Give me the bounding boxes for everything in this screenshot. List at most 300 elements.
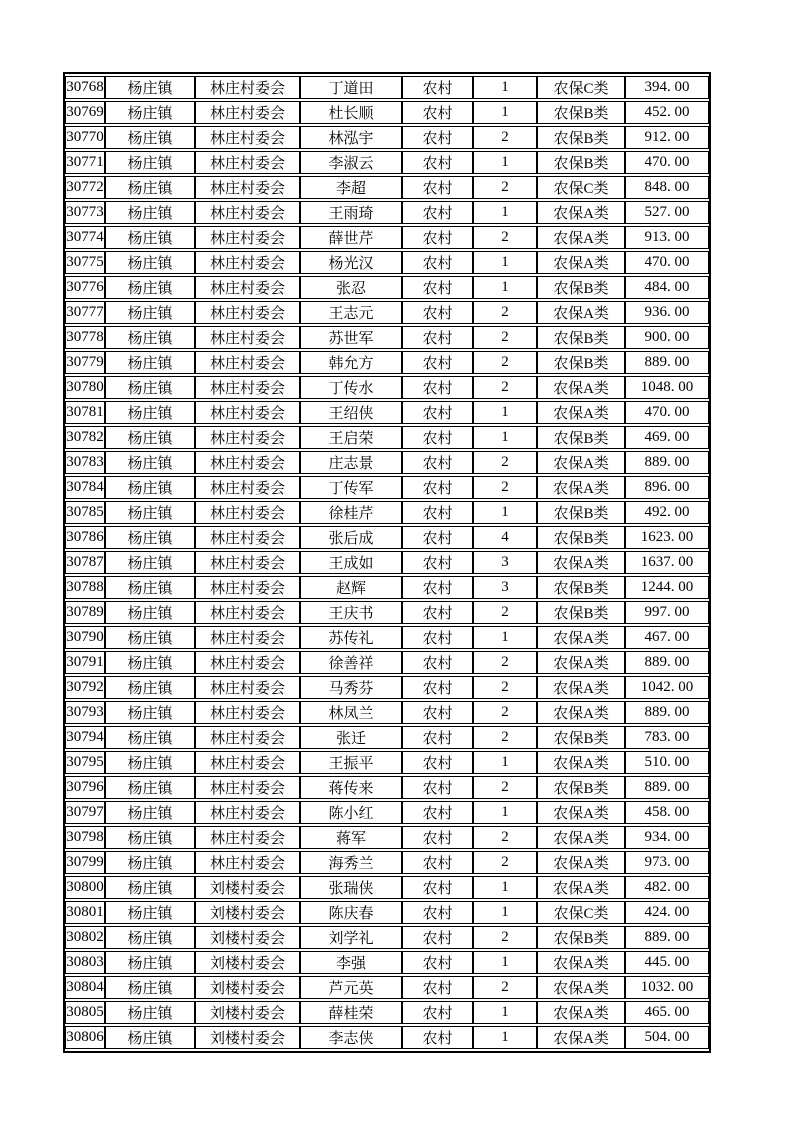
insurance-category-cell: 农保B类 — [537, 576, 625, 599]
person-name-cell: 王振平 — [300, 751, 402, 774]
person-name-cell: 张忍 — [300, 276, 402, 299]
insurance-category-cell: 农保C类 — [537, 176, 625, 199]
town-cell: 杨庄镇 — [105, 601, 195, 624]
town-cell: 杨庄镇 — [105, 201, 195, 224]
table-row — [65, 1001, 709, 1024]
amount-cell: 889. 00 — [625, 776, 709, 799]
person-count-cell: 2 — [473, 476, 537, 499]
insurance-category-cell: 农保A类 — [537, 476, 625, 499]
table-row — [65, 651, 709, 674]
village-committee-cell: 林庄村委会 — [195, 376, 300, 399]
person-count-cell: 2 — [473, 676, 537, 699]
town-cell: 杨庄镇 — [105, 401, 195, 424]
table-row — [65, 901, 709, 924]
person-name-cell: 王雨琦 — [300, 201, 402, 224]
person-count-cell: 1 — [473, 201, 537, 224]
amount-cell: 934. 00 — [625, 826, 709, 849]
village-committee-cell: 林庄村委会 — [195, 126, 300, 149]
amount-cell: 1244. 00 — [625, 576, 709, 599]
person-count-cell: 2 — [473, 651, 537, 674]
insurance-category-cell: 农保A类 — [537, 201, 625, 224]
amount-cell: 912. 00 — [625, 126, 709, 149]
town-cell: 杨庄镇 — [105, 876, 195, 899]
village-committee-cell: 刘楼村委会 — [195, 926, 300, 949]
table-row — [65, 776, 709, 799]
town-cell: 杨庄镇 — [105, 776, 195, 799]
insurance-category-cell: 农保B类 — [537, 351, 625, 374]
town-cell: 杨庄镇 — [105, 551, 195, 574]
person-name-cell: 蒋传来 — [300, 776, 402, 799]
village-committee-cell: 林庄村委会 — [195, 601, 300, 624]
table-row — [65, 151, 709, 174]
amount-cell: 889. 00 — [625, 351, 709, 374]
person-name-cell: 王成如 — [300, 551, 402, 574]
table-row — [65, 601, 709, 624]
town-cell: 杨庄镇 — [105, 476, 195, 499]
residence-type-cell: 农村 — [402, 601, 473, 624]
residence-type-cell: 农村 — [402, 951, 473, 974]
person-id-cell: 30802 — [65, 926, 105, 949]
village-committee-cell: 林庄村委会 — [195, 276, 300, 299]
insurance-category-cell: 农保A类 — [537, 651, 625, 674]
person-count-cell: 1 — [473, 101, 537, 124]
person-name-cell: 杜长顺 — [300, 101, 402, 124]
amount-cell: 470. 00 — [625, 151, 709, 174]
village-committee-cell: 林庄村委会 — [195, 676, 300, 699]
town-cell: 杨庄镇 — [105, 451, 195, 474]
person-count-cell: 2 — [473, 226, 537, 249]
village-committee-cell: 林庄村委会 — [195, 701, 300, 724]
person-count-cell: 1 — [473, 251, 537, 274]
amount-cell: 467. 00 — [625, 626, 709, 649]
person-id-cell: 30768 — [65, 76, 105, 99]
town-cell: 杨庄镇 — [105, 751, 195, 774]
insurance-category-cell: 农保A类 — [537, 251, 625, 274]
person-name-cell: 李志侠 — [300, 1026, 402, 1049]
insurance-category-cell: 农保B类 — [537, 276, 625, 299]
table-row — [65, 126, 709, 149]
amount-cell: 484. 00 — [625, 276, 709, 299]
insurance-category-cell: 农保A类 — [537, 401, 625, 424]
amount-cell: 469. 00 — [625, 426, 709, 449]
residence-type-cell: 农村 — [402, 76, 473, 99]
town-cell: 杨庄镇 — [105, 101, 195, 124]
residence-type-cell: 农村 — [402, 426, 473, 449]
table-body — [65, 76, 709, 1049]
insurance-category-cell: 农保A类 — [537, 551, 625, 574]
person-count-cell: 1 — [473, 1026, 537, 1049]
person-count-cell: 2 — [473, 601, 537, 624]
person-count-cell: 3 — [473, 576, 537, 599]
village-committee-cell: 刘楼村委会 — [195, 1026, 300, 1049]
town-cell: 杨庄镇 — [105, 351, 195, 374]
town-cell: 杨庄镇 — [105, 576, 195, 599]
table-row — [65, 926, 709, 949]
residence-type-cell: 农村 — [402, 376, 473, 399]
insurance-category-cell: 农保B类 — [537, 326, 625, 349]
village-committee-cell: 林庄村委会 — [195, 476, 300, 499]
table-row — [65, 501, 709, 524]
person-name-cell: 薛世芹 — [300, 226, 402, 249]
person-id-cell: 30793 — [65, 701, 105, 724]
town-cell: 杨庄镇 — [105, 126, 195, 149]
person-name-cell: 芦元英 — [300, 976, 402, 999]
amount-cell: 470. 00 — [625, 251, 709, 274]
amount-cell: 424. 00 — [625, 901, 709, 924]
town-cell: 杨庄镇 — [105, 676, 195, 699]
village-committee-cell: 刘楼村委会 — [195, 976, 300, 999]
person-name-cell: 李强 — [300, 951, 402, 974]
person-id-cell: 30779 — [65, 351, 105, 374]
town-cell: 杨庄镇 — [105, 701, 195, 724]
amount-cell: 465. 00 — [625, 1001, 709, 1024]
person-name-cell: 张瑞侠 — [300, 876, 402, 899]
person-count-cell: 1 — [473, 626, 537, 649]
town-cell: 杨庄镇 — [105, 226, 195, 249]
insurance-category-cell: 农保A类 — [537, 226, 625, 249]
village-committee-cell: 林庄村委会 — [195, 226, 300, 249]
residence-type-cell: 农村 — [402, 301, 473, 324]
residence-type-cell: 农村 — [402, 901, 473, 924]
village-committee-cell: 林庄村委会 — [195, 151, 300, 174]
table-row — [65, 876, 709, 899]
insurance-category-cell: 农保A类 — [537, 301, 625, 324]
village-committee-cell: 刘楼村委会 — [195, 1001, 300, 1024]
person-id-cell: 30775 — [65, 251, 105, 274]
person-id-cell: 30787 — [65, 551, 105, 574]
person-name-cell: 陈小红 — [300, 801, 402, 824]
insurance-category-cell: 农保B类 — [537, 151, 625, 174]
town-cell: 杨庄镇 — [105, 426, 195, 449]
village-committee-cell: 林庄村委会 — [195, 301, 300, 324]
person-id-cell: 30770 — [65, 126, 105, 149]
town-cell: 杨庄镇 — [105, 251, 195, 274]
table-row — [65, 1026, 709, 1049]
person-name-cell: 王志元 — [300, 301, 402, 324]
amount-cell: 1623. 00 — [625, 526, 709, 549]
insurance-category-cell: 农保B类 — [537, 101, 625, 124]
amount-cell: 504. 00 — [625, 1026, 709, 1049]
person-count-cell: 2 — [473, 351, 537, 374]
person-name-cell: 马秀芬 — [300, 676, 402, 699]
town-cell: 杨庄镇 — [105, 326, 195, 349]
table-row — [65, 551, 709, 574]
person-name-cell: 海秀兰 — [300, 851, 402, 874]
person-id-cell: 30777 — [65, 301, 105, 324]
residence-type-cell: 农村 — [402, 151, 473, 174]
village-committee-cell: 林庄村委会 — [195, 451, 300, 474]
residence-type-cell: 农村 — [402, 776, 473, 799]
person-name-cell: 蒋军 — [300, 826, 402, 849]
village-committee-cell: 林庄村委会 — [195, 526, 300, 549]
person-id-cell: 30785 — [65, 501, 105, 524]
town-cell: 杨庄镇 — [105, 976, 195, 999]
residence-type-cell: 农村 — [402, 351, 473, 374]
table-row — [65, 976, 709, 999]
table-row — [65, 826, 709, 849]
residence-type-cell: 农村 — [402, 1026, 473, 1049]
amount-cell: 889. 00 — [625, 451, 709, 474]
person-name-cell: 李淑云 — [300, 151, 402, 174]
table-row — [65, 426, 709, 449]
insurance-category-cell: 农保A类 — [537, 1001, 625, 1024]
village-committee-cell: 林庄村委会 — [195, 401, 300, 424]
person-name-cell: 徐桂芹 — [300, 501, 402, 524]
residence-type-cell: 农村 — [402, 476, 473, 499]
residence-type-cell: 农村 — [402, 701, 473, 724]
person-count-cell: 1 — [473, 401, 537, 424]
insurance-category-cell: 农保B类 — [537, 776, 625, 799]
insurance-category-cell: 农保A类 — [537, 851, 625, 874]
residence-type-cell: 农村 — [402, 201, 473, 224]
person-id-cell: 30784 — [65, 476, 105, 499]
town-cell: 杨庄镇 — [105, 76, 195, 99]
person-count-cell: 2 — [473, 326, 537, 349]
person-id-cell: 30800 — [65, 876, 105, 899]
person-id-cell: 30804 — [65, 976, 105, 999]
residence-type-cell: 农村 — [402, 801, 473, 824]
residence-type-cell: 农村 — [402, 326, 473, 349]
table-row — [65, 576, 709, 599]
person-name-cell: 丁传水 — [300, 376, 402, 399]
table-row — [65, 201, 709, 224]
person-id-cell: 30772 — [65, 176, 105, 199]
table-row — [65, 326, 709, 349]
amount-cell: 896. 00 — [625, 476, 709, 499]
insurance-category-cell: 农保A类 — [537, 951, 625, 974]
table-row — [65, 951, 709, 974]
residence-type-cell: 农村 — [402, 826, 473, 849]
insurance-category-cell: 农保B类 — [537, 601, 625, 624]
person-id-cell: 30794 — [65, 726, 105, 749]
insurance-category-cell: 农保C类 — [537, 901, 625, 924]
table-row — [65, 701, 709, 724]
person-name-cell: 林泓宇 — [300, 126, 402, 149]
person-count-cell: 1 — [473, 151, 537, 174]
amount-cell: 848. 00 — [625, 176, 709, 199]
person-count-cell: 2 — [473, 451, 537, 474]
person-count-cell: 1 — [473, 951, 537, 974]
table-row — [65, 626, 709, 649]
person-id-cell: 30780 — [65, 376, 105, 399]
town-cell: 杨庄镇 — [105, 376, 195, 399]
person-count-cell: 1 — [473, 801, 537, 824]
table-row — [65, 526, 709, 549]
person-name-cell: 苏世军 — [300, 326, 402, 349]
person-name-cell: 徐善祥 — [300, 651, 402, 674]
amount-cell: 1042. 00 — [625, 676, 709, 699]
amount-cell: 510. 00 — [625, 751, 709, 774]
residence-type-cell: 农村 — [402, 751, 473, 774]
town-cell: 杨庄镇 — [105, 926, 195, 949]
person-name-cell: 李超 — [300, 176, 402, 199]
person-count-cell: 2 — [473, 126, 537, 149]
table-row — [65, 726, 709, 749]
person-count-cell: 1 — [473, 426, 537, 449]
village-committee-cell: 林庄村委会 — [195, 576, 300, 599]
person-name-cell: 韩允方 — [300, 351, 402, 374]
village-committee-cell: 林庄村委会 — [195, 76, 300, 99]
insurance-category-cell: 农保A类 — [537, 876, 625, 899]
person-count-cell: 3 — [473, 551, 537, 574]
residence-type-cell: 农村 — [402, 501, 473, 524]
person-id-cell: 30803 — [65, 951, 105, 974]
person-name-cell: 丁传军 — [300, 476, 402, 499]
table-row — [65, 226, 709, 249]
person-count-cell: 2 — [473, 176, 537, 199]
person-id-cell: 30805 — [65, 1001, 105, 1024]
person-count-cell: 2 — [473, 851, 537, 874]
residence-type-cell: 农村 — [402, 726, 473, 749]
insurance-category-cell: 农保A类 — [537, 626, 625, 649]
town-cell: 杨庄镇 — [105, 501, 195, 524]
insurance-category-cell: 农保B类 — [537, 126, 625, 149]
amount-cell: 889. 00 — [625, 701, 709, 724]
person-id-cell: 30774 — [65, 226, 105, 249]
person-count-cell: 2 — [473, 701, 537, 724]
amount-cell: 889. 00 — [625, 926, 709, 949]
residence-type-cell: 农村 — [402, 551, 473, 574]
residence-type-cell: 农村 — [402, 101, 473, 124]
residence-type-cell: 农村 — [402, 626, 473, 649]
person-id-cell: 30792 — [65, 676, 105, 699]
person-count-cell: 4 — [473, 526, 537, 549]
village-committee-cell: 林庄村委会 — [195, 351, 300, 374]
residence-type-cell: 农村 — [402, 676, 473, 699]
person-name-cell: 苏传礼 — [300, 626, 402, 649]
person-id-cell: 30769 — [65, 101, 105, 124]
person-count-cell: 2 — [473, 926, 537, 949]
table-row — [65, 276, 709, 299]
residence-type-cell: 农村 — [402, 126, 473, 149]
person-count-cell: 1 — [473, 501, 537, 524]
person-id-cell: 30791 — [65, 651, 105, 674]
town-cell: 杨庄镇 — [105, 626, 195, 649]
pension-roster-table — [63, 72, 711, 1053]
table-row — [65, 751, 709, 774]
town-cell: 杨庄镇 — [105, 176, 195, 199]
residence-type-cell: 农村 — [402, 651, 473, 674]
person-count-cell: 2 — [473, 826, 537, 849]
insurance-category-cell: 农保A类 — [537, 801, 625, 824]
village-committee-cell: 林庄村委会 — [195, 826, 300, 849]
village-committee-cell: 林庄村委会 — [195, 201, 300, 224]
table-row — [65, 376, 709, 399]
table-row — [65, 301, 709, 324]
table-row — [65, 251, 709, 274]
village-committee-cell: 林庄村委会 — [195, 651, 300, 674]
person-name-cell: 林凤兰 — [300, 701, 402, 724]
amount-cell: 936. 00 — [625, 301, 709, 324]
person-count-cell: 2 — [473, 301, 537, 324]
insurance-category-cell: 农保B类 — [537, 726, 625, 749]
person-id-cell: 30806 — [65, 1026, 105, 1049]
insurance-category-cell: 农保A类 — [537, 826, 625, 849]
town-cell: 杨庄镇 — [105, 951, 195, 974]
person-id-cell: 30783 — [65, 451, 105, 474]
village-committee-cell: 刘楼村委会 — [195, 951, 300, 974]
insurance-category-cell: 农保B类 — [537, 426, 625, 449]
insurance-category-cell: 农保A类 — [537, 376, 625, 399]
amount-cell: 394. 00 — [625, 76, 709, 99]
person-id-cell: 30789 — [65, 601, 105, 624]
town-cell: 杨庄镇 — [105, 276, 195, 299]
insurance-category-cell: 农保A类 — [537, 1026, 625, 1049]
residence-type-cell: 农村 — [402, 176, 473, 199]
residence-type-cell: 农村 — [402, 851, 473, 874]
town-cell: 杨庄镇 — [105, 901, 195, 924]
person-count-cell: 1 — [473, 876, 537, 899]
amount-cell: 482. 00 — [625, 876, 709, 899]
amount-cell: 458. 00 — [625, 801, 709, 824]
person-id-cell: 30796 — [65, 776, 105, 799]
village-committee-cell: 林庄村委会 — [195, 776, 300, 799]
village-committee-cell: 林庄村委会 — [195, 726, 300, 749]
residence-type-cell: 农村 — [402, 576, 473, 599]
person-name-cell: 刘学礼 — [300, 926, 402, 949]
person-name-cell: 赵辉 — [300, 576, 402, 599]
town-cell: 杨庄镇 — [105, 801, 195, 824]
residence-type-cell: 农村 — [402, 876, 473, 899]
amount-cell: 973. 00 — [625, 851, 709, 874]
village-committee-cell: 刘楼村委会 — [195, 901, 300, 924]
amount-cell: 445. 00 — [625, 951, 709, 974]
person-count-cell: 1 — [473, 276, 537, 299]
table-row — [65, 801, 709, 824]
insurance-category-cell: 农保A类 — [537, 976, 625, 999]
town-cell: 杨庄镇 — [105, 1001, 195, 1024]
town-cell: 杨庄镇 — [105, 851, 195, 874]
town-cell: 杨庄镇 — [105, 826, 195, 849]
town-cell: 杨庄镇 — [105, 651, 195, 674]
person-id-cell: 30773 — [65, 201, 105, 224]
amount-cell: 1048. 00 — [625, 376, 709, 399]
village-committee-cell: 林庄村委会 — [195, 626, 300, 649]
insurance-category-cell: 农保A类 — [537, 676, 625, 699]
amount-cell: 900. 00 — [625, 326, 709, 349]
person-count-cell: 1 — [473, 76, 537, 99]
village-committee-cell: 刘楼村委会 — [195, 876, 300, 899]
table-row — [65, 676, 709, 699]
village-committee-cell: 林庄村委会 — [195, 801, 300, 824]
village-committee-cell: 林庄村委会 — [195, 426, 300, 449]
person-name-cell: 杨光汉 — [300, 251, 402, 274]
village-committee-cell: 林庄村委会 — [195, 501, 300, 524]
insurance-category-cell: 农保A类 — [537, 701, 625, 724]
residence-type-cell: 农村 — [402, 226, 473, 249]
person-id-cell: 30795 — [65, 751, 105, 774]
residence-type-cell: 农村 — [402, 276, 473, 299]
person-id-cell: 30797 — [65, 801, 105, 824]
insurance-category-cell: 农保A类 — [537, 751, 625, 774]
person-name-cell: 王绍侠 — [300, 401, 402, 424]
insurance-category-cell: 农保C类 — [537, 76, 625, 99]
person-id-cell: 30790 — [65, 626, 105, 649]
amount-cell: 913. 00 — [625, 226, 709, 249]
person-id-cell: 30786 — [65, 526, 105, 549]
residence-type-cell: 农村 — [402, 526, 473, 549]
town-cell: 杨庄镇 — [105, 301, 195, 324]
town-cell: 杨庄镇 — [105, 1026, 195, 1049]
table-row — [65, 401, 709, 424]
person-id-cell: 30788 — [65, 576, 105, 599]
person-id-cell: 30801 — [65, 901, 105, 924]
person-id-cell: 30782 — [65, 426, 105, 449]
residence-type-cell: 农村 — [402, 401, 473, 424]
residence-type-cell: 农村 — [402, 1001, 473, 1024]
person-count-cell: 1 — [473, 751, 537, 774]
person-count-cell: 2 — [473, 976, 537, 999]
